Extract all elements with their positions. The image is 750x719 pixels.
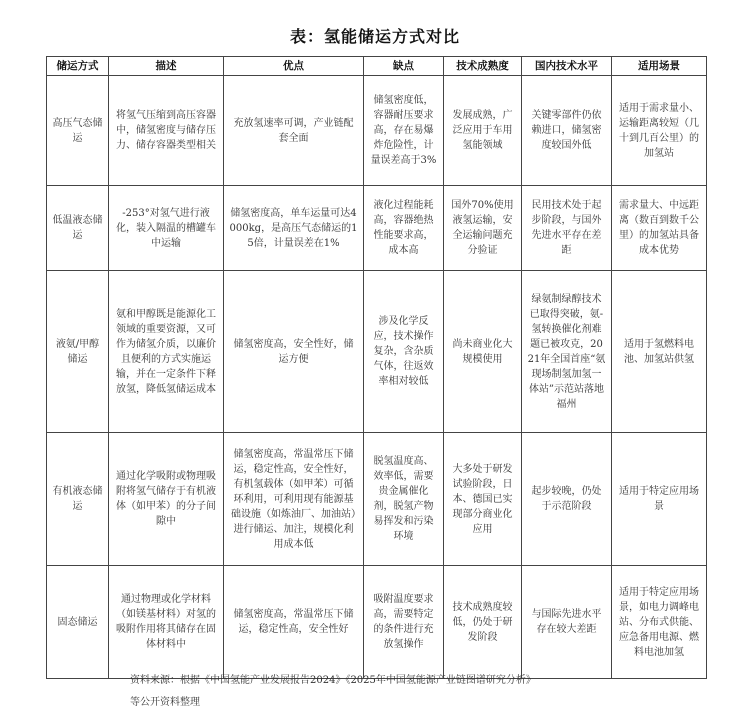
cell-pros: 储氢密度高，安全性好，储运方便 [224, 271, 364, 433]
table-title: 表：氢能储运方式对比 [289, 27, 460, 46]
header-pros: 优点 [224, 57, 364, 76]
cell-method: 有机液态储运 [47, 433, 109, 566]
cell-domestic: 与国际先进水平存在较大差距 [522, 566, 612, 679]
header-row [47, 57, 707, 76]
cell-domestic: 民用技术处于起步阶段，与国外先进水平存在差距 [522, 186, 612, 271]
cell-scenario: 需求量大、中远距离（数百到数千公里）的加氢站具备成本优势 [612, 186, 707, 271]
cell-maturity: 技术成熟度较低，仍处于研发阶段 [444, 566, 522, 679]
cell-maturity: 尚未商业化大规模使用 [444, 271, 522, 433]
cell-pros: 充放氢速率可调，产业链配套全面 [224, 76, 364, 186]
cell-method: 固态储运 [47, 566, 109, 679]
header-description: 描述 [109, 57, 224, 76]
cell-pros: 储氢密度高，常温常压下储运，稳定性高，安全性好，有机氢载体（如甲苯）可循环利用，可利用现有能源基础设施（如炼油厂、加油站）进行储运、加注，规模化利用成本低 [224, 433, 364, 566]
cell-description: 将氢气压缩到高压容器中，储氢密度与储存压力、储存容器类型相关 [109, 76, 224, 186]
table-row [47, 186, 707, 271]
cell-cons: 液化过程能耗高，容器绝热性能要求高，成本高 [364, 186, 444, 271]
cell-method: 低温液态储运 [47, 186, 109, 271]
cell-pros: 储氢密度高，常温常压下储运，稳定性高，安全性好 [224, 566, 364, 679]
table-row [47, 433, 707, 566]
cell-maturity: 发展成熟，广泛应用于车用氢能领域 [444, 76, 522, 186]
cell-method: 液氨/甲醇储运 [47, 271, 109, 433]
cell-description: 氨和甲醇既是能源化工领域的重要资源，又可作为储氢介质，以廉价且便利的方式实施运输，并在一定条件下释放氢，降低氢储运成本 [109, 271, 224, 433]
cell-scenario: 适用于需求量小、运输距离较短（几十到几百公里）的加氢站 [612, 76, 707, 186]
cell-method: 高压气态储运 [47, 76, 109, 186]
cell-domestic: 起步较晚，仍处于示范阶段 [522, 433, 612, 566]
cell-domestic: 绿氨制绿醇技术已取得突破，氨-氢转换催化剂难题已被攻克，2021年全国首座“氨现场制氢加氢一体站”示范站落地福州 [522, 271, 612, 433]
source-note: 资料来源：根据《中国氢能产业发展报告2024》《2025年中国氢能源产业链图谱研究分析》 [130, 675, 536, 686]
cell-scenario: 适用于氢燃料电池、加氢站供氢 [612, 271, 707, 433]
cell-description: -253°对氢气进行液化，装入隔温的槽罐车中运输 [109, 186, 224, 271]
table-row [47, 76, 707, 186]
cell-description: 通过物理或化学材料（如镁基材料）对氢的吸附作用将其储存在固体材料中 [109, 566, 224, 679]
header-scenario: 适用场景 [612, 57, 707, 76]
cell-cons: 吸附温度要求高，需要特定的条件进行充放氢操作 [364, 566, 444, 679]
header-domestic: 国内技术水平 [522, 57, 612, 76]
cell-maturity: 大多处于研发试验阶段，日本、德国已实现部分商业化应用 [444, 433, 522, 566]
header-method: 储运方式 [47, 57, 109, 76]
header-cons: 缺点 [364, 57, 444, 76]
cell-cons: 储氢密度低，容器耐压要求高，存在易爆炸危险性，计量误差高于3% [364, 76, 444, 186]
cell-scenario: 适用于特定应用场景，如电力调峰电站、分布式供能、应急备用电源、燃料电池加氢 [612, 566, 707, 679]
table-row [47, 271, 707, 433]
cell-description: 通过化学吸附或物理吸附将氢气储存于有机液体（如甲苯）的分子间隙中 [109, 433, 224, 566]
comparison-table [46, 56, 707, 679]
cell-pros: 储氢密度高，单车运量可达4000kg，是高压气态储运的15倍，计量误差在1% [224, 186, 364, 271]
table-row [47, 566, 707, 679]
cell-cons: 脱氢温度高、效率低，需要贵金属催化剂，脱氢产物易挥发和污染环境 [364, 433, 444, 566]
cell-cons: 涉及化学反应，技术操作复杂，含杂质气体，往返效率相对较低 [364, 271, 444, 433]
cell-domestic: 关键零部件仍依赖进口，储氢密度较国外低 [522, 76, 612, 186]
header-maturity: 技术成熟度 [444, 57, 522, 76]
cell-scenario: 适用于特定应用场景 [612, 433, 707, 566]
cell-maturity: 国外70%使用液氢运输，安全运输问题充分验证 [444, 186, 522, 271]
source-note-continued: 等公开资料整理 [130, 697, 200, 708]
